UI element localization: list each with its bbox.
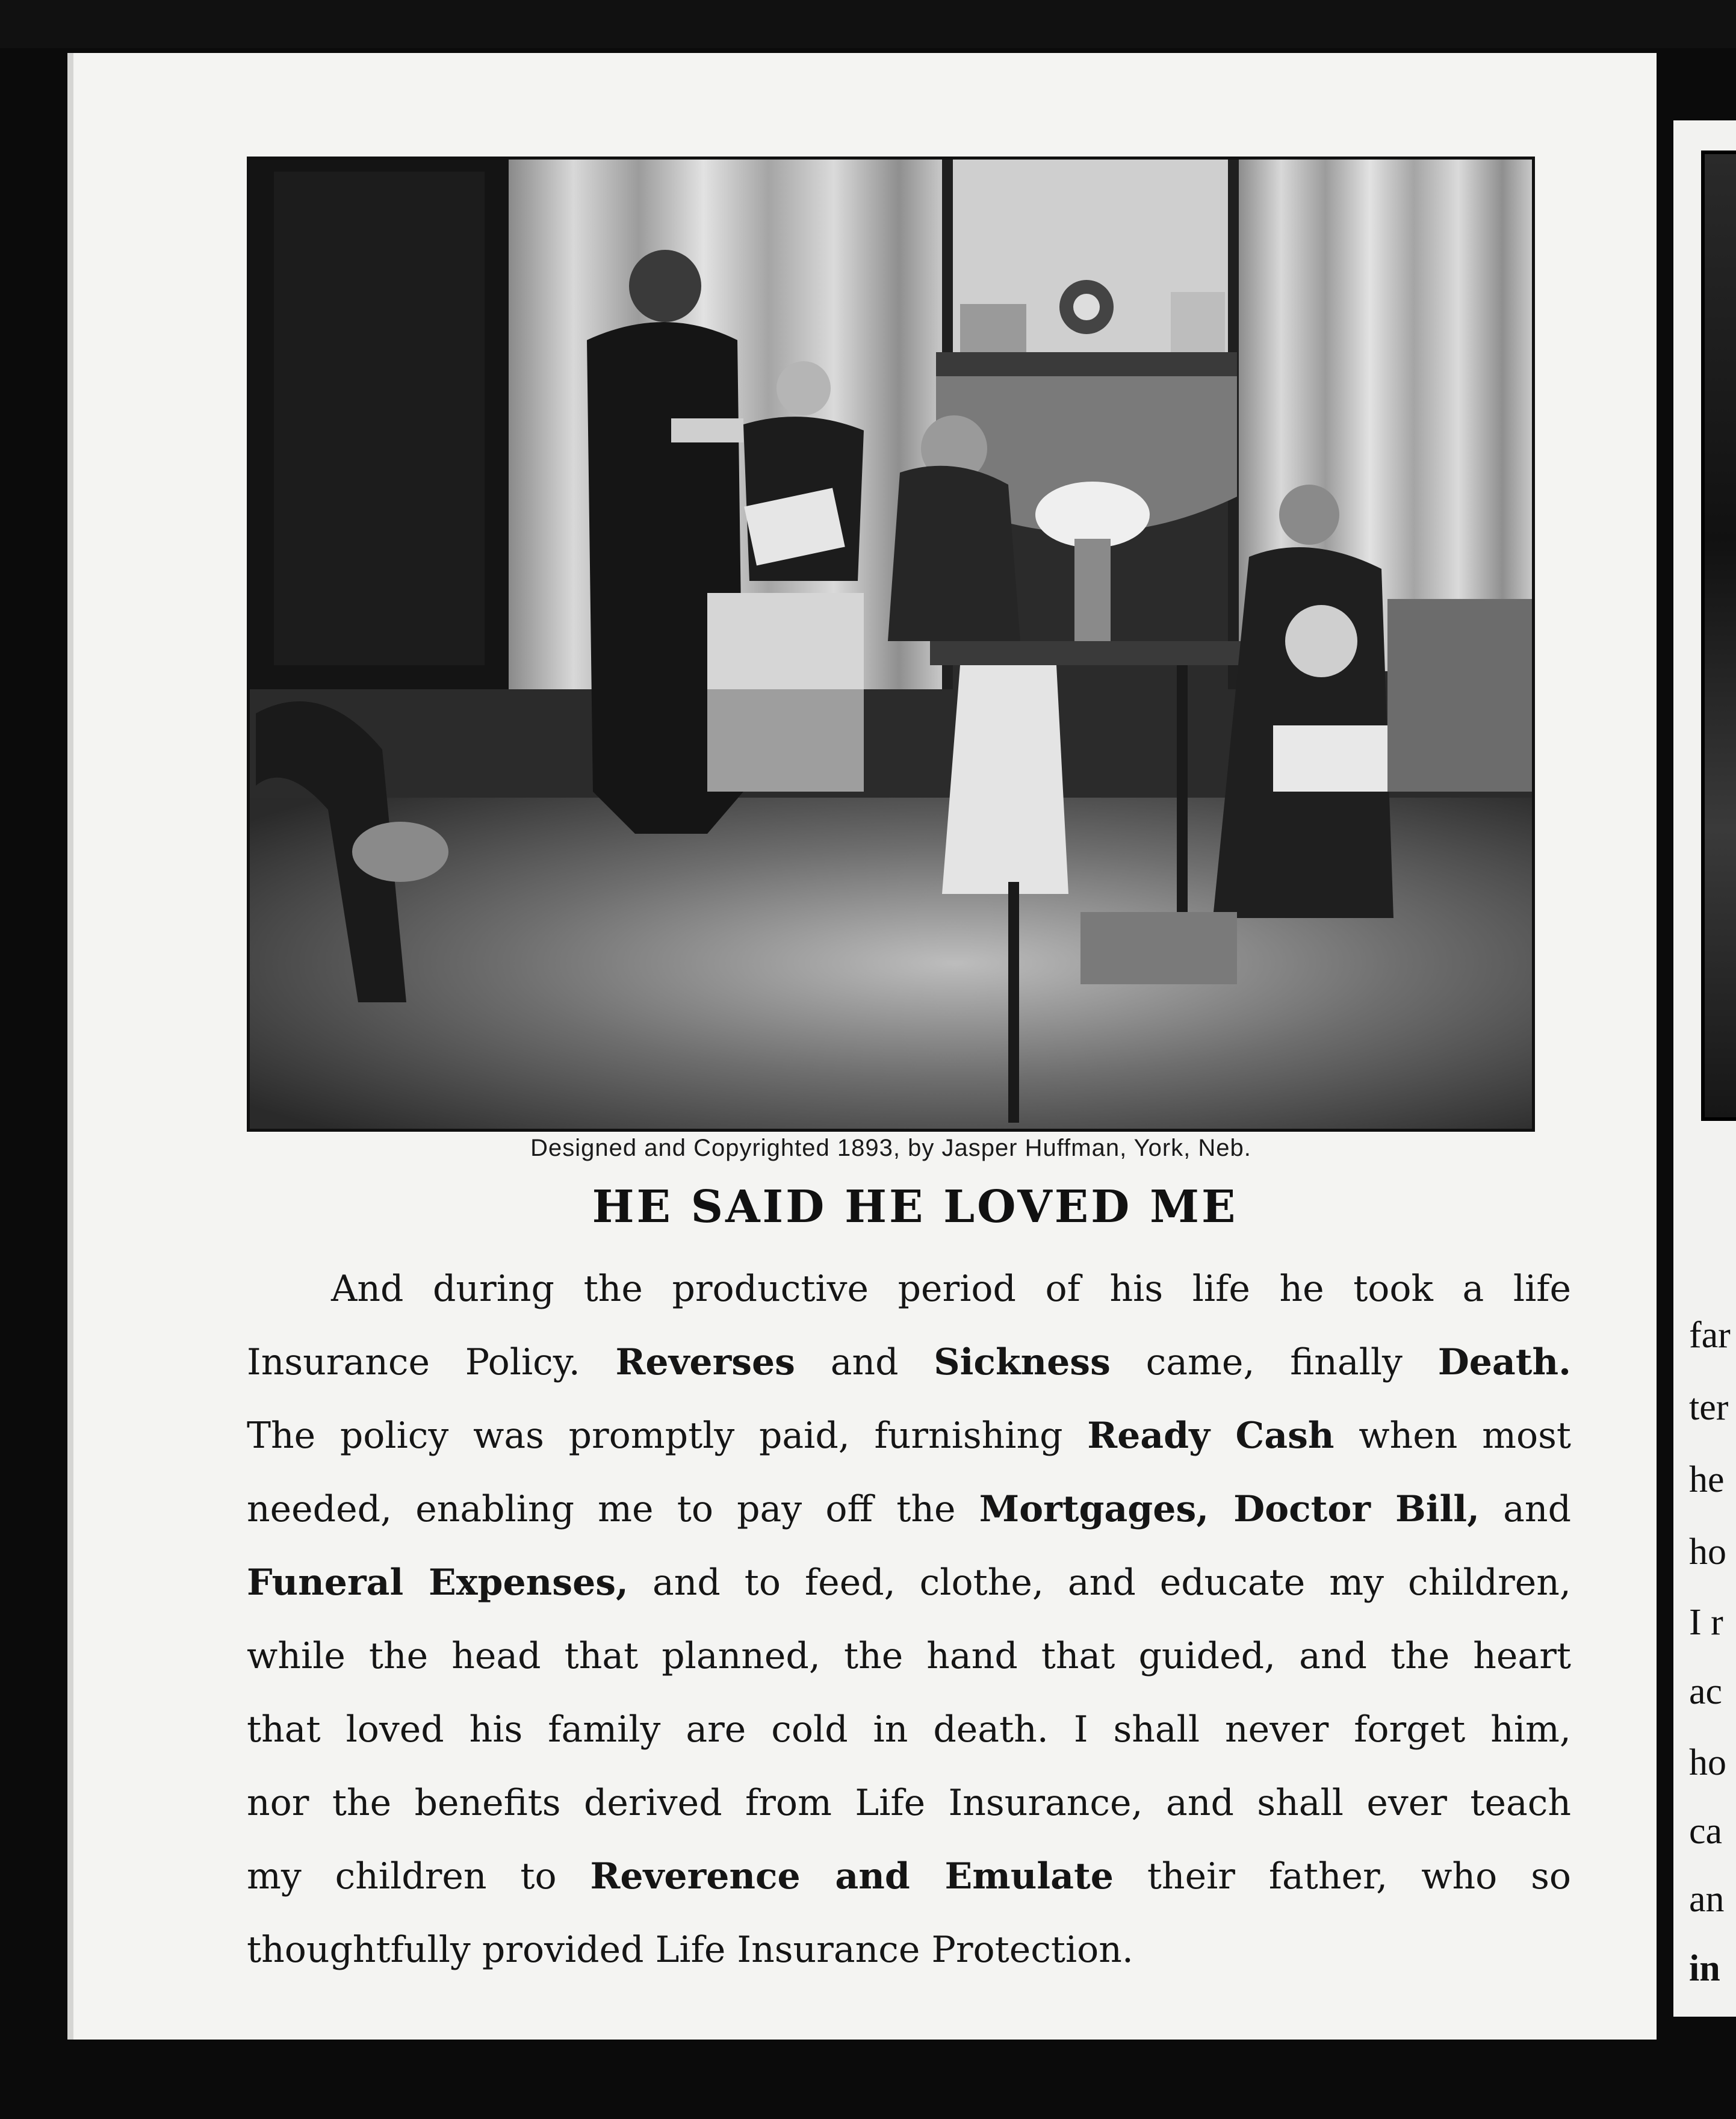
body-line — [247, 1326, 1571, 1399]
adjacent-line: ho — [1689, 1742, 1726, 1783]
adjacent-line: ho — [1689, 1531, 1726, 1572]
body-line — [247, 1840, 1571, 1913]
body-line: thoughtfully provided Life Insurance Protection. — [247, 1929, 1133, 1971]
text-run: came, finally — [1145, 1341, 1403, 1383]
body-line: And during the productive period of his life he took a life — [331, 1268, 1571, 1310]
adjacent-line: an — [1689, 1879, 1725, 1920]
text-run: and — [830, 1341, 899, 1383]
adjacent-line: he — [1689, 1459, 1725, 1500]
text-run: The policy was promptly paid, furnishing — [247, 1415, 1063, 1457]
photo-caption: Designed and Copyrighted 1893, by Jasper Huffman, York, Neb. — [530, 1135, 1251, 1161]
adjacent-line: in — [1689, 1948, 1720, 1989]
emphasis-text: Reverence and Emulate — [590, 1855, 1114, 1897]
text-run: and to feed, clothe, and educate my children, — [652, 1562, 1571, 1604]
text-run: their father, who so — [1147, 1855, 1571, 1897]
emphasis-text: Death. — [1437, 1341, 1571, 1383]
family-photograph — [247, 157, 1535, 1132]
text-run: needed, enabling me to pay off the — [247, 1488, 956, 1530]
adjacent-line: far — [1689, 1315, 1731, 1356]
text-run: when most — [1359, 1415, 1572, 1457]
text-run: and — [1503, 1488, 1571, 1530]
text-run: Insurance Policy. — [247, 1341, 580, 1383]
body-line: nor the benefits derived from Life Insurance, and shall ever teach — [247, 1782, 1571, 1824]
adjacent-line: I r — [1689, 1602, 1723, 1643]
adjacent-line: ter — [1689, 1387, 1729, 1428]
emphasis-text: Funeral Expenses, — [247, 1562, 628, 1604]
emphasis-text: Reverses — [615, 1341, 795, 1383]
adjacent-line: ca — [1689, 1811, 1723, 1852]
text-run: my children to — [247, 1855, 557, 1897]
body-line: that loved his family are cold in death. I shall never forget him, — [247, 1708, 1571, 1751]
emphasis-text: Sickness — [934, 1341, 1111, 1383]
headline: HE SAID HE LOVED ME — [592, 1181, 1238, 1233]
body-line: while the head that planned, the hand that guided, and the heart — [247, 1635, 1571, 1677]
body-line — [247, 1472, 1571, 1546]
body-paragraph — [247, 1252, 1571, 1987]
emphasis-text: Ready Cash — [1087, 1415, 1335, 1457]
body-line — [247, 1546, 1571, 1619]
adjacent-line: ac — [1689, 1671, 1723, 1712]
scan-border-top — [0, 0, 1736, 48]
emphasis-text: Mortgages, Doctor Bill, — [979, 1488, 1480, 1530]
body-line — [247, 1399, 1571, 1472]
page-edge-shadow — [67, 53, 73, 2040]
adjacent-page-photo — [1701, 150, 1736, 1121]
photo-illustration — [250, 160, 1532, 1129]
